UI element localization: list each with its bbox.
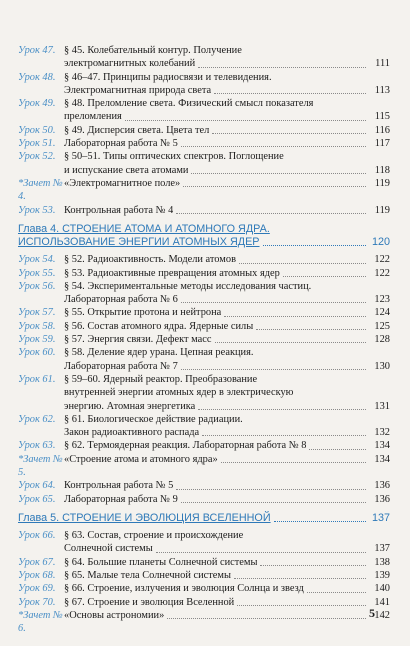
entry-page-number: 140 (374, 583, 390, 595)
leader-dots (181, 302, 366, 303)
entry-page-number: 113 (374, 84, 390, 96)
entry-page-number: 128 (374, 334, 390, 346)
entry-page-number: 122 (374, 254, 390, 266)
leader-dots (215, 342, 366, 343)
lesson-label: *Зачет № 4. (18, 177, 63, 203)
lesson-label: Урок 49. (18, 98, 56, 110)
lesson-label: Урок 57. (18, 307, 56, 319)
entry-page-number: 137 (374, 543, 390, 555)
entry-page-number: 131 (374, 400, 390, 412)
entry-page-number: 136 (374, 493, 390, 505)
lesson-label: Урок 56. (18, 280, 56, 292)
table-of-contents (18, 44, 390, 635)
lesson-label: Урок 68. (18, 570, 56, 581)
toc-entry[interactable] (18, 280, 390, 307)
toc-entry[interactable] (18, 373, 390, 413)
leader-dots (283, 276, 366, 277)
entry-title-line: Закон радиоактивного распада (64, 427, 200, 439)
toc-entry[interactable] (18, 253, 390, 266)
lesson-label: Урок 48. (18, 71, 56, 83)
leader-dots (125, 120, 366, 121)
entry-title-line: § 56. Состав атомного ядра. Ядерные силы (64, 320, 254, 332)
leader-dots (212, 133, 366, 134)
entry-page-number: 125 (374, 320, 390, 332)
entry-page-number: 115 (374, 111, 390, 123)
leader-dots (176, 489, 366, 490)
entry-page-number: 117 (374, 138, 390, 150)
entry-page-number: 134 (374, 453, 390, 465)
toc-entry[interactable] (18, 137, 390, 150)
chapter-title-line: Глава 4. СТРОЕНИЕ АТОМА И АТОМНОГО ЯДРА. (18, 222, 270, 235)
leader-dots (176, 213, 366, 214)
toc-entry[interactable] (18, 582, 390, 595)
toc-entry[interactable] (18, 204, 390, 217)
lesson-label: *Зачет № 5. (18, 453, 63, 479)
leader-dots (309, 449, 366, 450)
entry-title-line: § 64. Большие планеты Солнечной системы (64, 556, 258, 568)
toc-entry[interactable] (18, 124, 390, 137)
leader-dots (202, 435, 366, 436)
entry-title-line: § 57. Энергия связи. Дефект масс (64, 334, 212, 346)
entry-page-number: 119 (374, 177, 390, 189)
lesson-label: Урок 50. (18, 124, 56, 136)
lesson-label: Урок 65. (18, 493, 56, 505)
entry-title-line: § 63. Состав, строение и происхождение (64, 530, 244, 542)
toc-entry[interactable] (18, 596, 390, 609)
leader-dots (274, 521, 366, 522)
entry-title-line: § 48. Преломление света. Физический смысл показателя (64, 98, 314, 110)
entry-page-number: 142 (374, 609, 390, 621)
lesson-label: Урок 47. (18, 45, 56, 56)
lesson-label: Урок 62. (18, 413, 56, 425)
entry-page-number: 138 (374, 556, 390, 568)
leader-dots (214, 93, 366, 94)
toc-entry[interactable] (18, 177, 390, 204)
lesson-label: Урок 64. (18, 480, 56, 492)
toc-entry[interactable] (18, 346, 390, 373)
entry-title-line: § 52. Радиоактивность. Модели атомов (64, 254, 236, 266)
leader-dots (191, 173, 366, 174)
toc-entry[interactable] (18, 333, 390, 346)
lesson-label: Урок 58. (18, 320, 56, 332)
entry-title-line: § 55. Открытие протона и нейтрона (64, 307, 222, 319)
entry-title-line: Лабораторная работа № 6 (64, 294, 178, 306)
lesson-label: Урок 66. (18, 530, 56, 542)
lesson-label: Урок 52. (18, 151, 56, 163)
toc-entry[interactable] (18, 306, 390, 319)
entry-title-line: Лабораторная работа № 9 (64, 493, 178, 505)
leader-dots (198, 409, 366, 410)
entry-title-line: § 46–47. Принципы радиосвязи и телевидения. (64, 71, 272, 83)
entry-title-line: и испускание света атомами (64, 164, 189, 176)
toc-entry[interactable] (18, 267, 390, 280)
toc-entry[interactable] (18, 320, 390, 333)
entry-page-number: 130 (374, 360, 390, 372)
lesson-label: Урок 70. (18, 596, 56, 608)
entry-title-line: Лабораторная работа № 7 (64, 360, 178, 372)
leader-dots (183, 186, 366, 187)
toc-entry[interactable] (18, 569, 390, 582)
entry-title-line: § 50–51. Типы оптических спектров. Поглощение (64, 151, 284, 163)
leader-dots (224, 316, 366, 317)
leader-dots (239, 263, 366, 264)
chapter-heading[interactable] (18, 223, 390, 249)
leader-dots (256, 329, 366, 330)
entry-page-number: 139 (374, 570, 390, 581)
leader-dots (221, 462, 366, 463)
entry-page-number: 118 (374, 164, 390, 176)
lesson-label: Урок 54. (18, 254, 56, 266)
toc-entry[interactable] (18, 556, 390, 569)
entry-title-line: § 65. Малые тела Солнечной системы (64, 570, 231, 581)
entry-title-line: § 54. Экспериментальные методы исследования частиц. (64, 280, 312, 292)
leader-dots (181, 502, 366, 503)
toc-entry[interactable] (18, 44, 390, 71)
lesson-label: Урок 67. (18, 556, 56, 568)
entry-page-number: 124 (374, 307, 390, 319)
lesson-label: Урок 60. (18, 347, 56, 359)
toc-entry[interactable] (18, 453, 390, 480)
lesson-label: Урок 53. (18, 204, 56, 216)
leader-dots (260, 565, 366, 566)
entry-title-line: «Электромагнитное поле» (64, 177, 181, 189)
entry-page-number: 141 (374, 596, 390, 608)
lesson-label: Урок 61. (18, 373, 56, 385)
entry-title-line: Электромагнитная природа света (64, 84, 212, 96)
chapter-heading[interactable] (18, 512, 390, 525)
toc-entry[interactable] (18, 439, 390, 452)
entry-title-line: § 45. Колебательный контур. Получение (64, 45, 242, 56)
entry-title-line: «Основы астрономии» (64, 609, 165, 621)
entry-title-line: § 67. Строение и эволюция Вселенной (64, 596, 235, 608)
entry-title-line: § 59–60. Ядерный реактор. Преобразование (64, 373, 258, 385)
leader-dots (263, 245, 366, 246)
lesson-label: Урок 51. (18, 138, 56, 150)
lesson-label: *Зачет № 6. (18, 609, 63, 635)
entry-page-number: 123 (374, 294, 390, 306)
chapter-page-number: 137 (371, 511, 390, 524)
toc-entry[interactable] (18, 479, 390, 492)
lesson-label: Урок 55. (18, 267, 56, 279)
leader-dots (181, 146, 366, 147)
toc-entry[interactable] (18, 493, 390, 506)
leader-dots (156, 552, 366, 553)
leader-dots (167, 618, 366, 619)
entry-page-number: 119 (374, 204, 390, 216)
toc-entry[interactable] (18, 413, 390, 440)
entry-page-number: 122 (374, 267, 390, 279)
entry-title-line: § 49. Дисперсия света. Цвета тел (64, 124, 210, 136)
chapter-title-line: Глава 5. СТРОЕНИЕ И ЭВОЛЮЦИЯ ВСЕЛЕННОЙ (18, 511, 271, 524)
entry-title-line: электромагнитных колебаний (64, 58, 196, 70)
toc-entry[interactable] (18, 150, 390, 177)
leader-dots (198, 67, 366, 68)
toc-entry[interactable] (18, 71, 390, 98)
chapter-page-number: 120 (371, 236, 390, 249)
entry-title-line: Контрольная работа № 4 (64, 204, 174, 216)
leader-dots (237, 605, 366, 606)
toc-entry[interactable] (18, 609, 390, 636)
leader-dots (181, 369, 366, 370)
lesson-label: Урок 63. (18, 440, 56, 452)
entry-title-line: § 62. Термоядерная реакция. Лабораторная работа № 8 (64, 440, 307, 452)
entry-page-number: 134 (374, 440, 390, 452)
entry-page-number: 111 (375, 58, 390, 70)
entry-page-number: 132 (374, 427, 390, 439)
entry-title-line: Солнечной системы (64, 543, 153, 555)
entry-page-number: 136 (374, 480, 390, 492)
toc-entry[interactable] (18, 529, 390, 556)
chapter-title-line: ИСПОЛЬЗОВАНИЕ ЭНЕРГИИ АТОМНЫХ ЯДЕР (18, 236, 260, 249)
entry-title-line: § 66. Строение, излучения и эволюция Солнца и звезд (64, 583, 304, 595)
entry-title-line: Контрольная работа № 5 (64, 480, 174, 492)
leader-dots (234, 578, 366, 579)
entry-title-line: Лабораторная работа № 5 (64, 138, 178, 150)
toc-entry[interactable] (18, 97, 390, 124)
entry-title-line: преломления (64, 111, 122, 123)
entry-title-line: § 61. Биологическое действие радиации. (64, 413, 243, 425)
entry-page-number: 116 (374, 124, 390, 136)
leader-dots (307, 592, 366, 593)
entry-title-line: § 58. Деление ядер урана. Цепная реакция. (64, 347, 254, 359)
lesson-label: Урок 69. (18, 583, 56, 595)
entry-title-line: «Строение атома и атомного ядра» (64, 453, 218, 465)
entry-title-line: энергию. Атомная энергетика (64, 400, 196, 412)
page-number: 5 (369, 606, 375, 620)
entry-title-line: внутренней энергии атомных ядер в электрическую (64, 387, 294, 399)
lesson-label: Урок 59. (18, 334, 56, 346)
entry-title-line: § 53. Радиоактивные превращения атомных ядер (64, 267, 280, 279)
